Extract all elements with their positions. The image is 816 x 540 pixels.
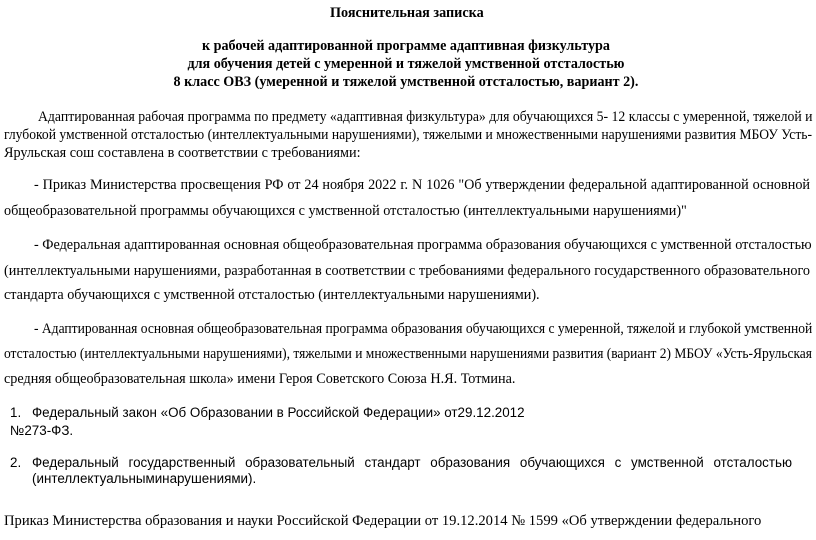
- intro-line: Адаптированная рабочая программа по предмету «адаптивная физкультура» для обучающихся 5- 12 классы с умеренной, тяжелой и: [38, 109, 813, 125]
- bullet-line: (интеллектуальными нарушениями, разработанная в соответствии с требованиями федерального государственного образовательного: [4, 263, 810, 279]
- bullet-line: - Федеральная адаптированная основная общеобразовательная программа образования обучающихся с умственной отсталостью: [34, 237, 812, 253]
- bullet-line: средняя общеобразовательная школа» имени Героя Советского Союза Н.Я. Тотмина.: [4, 371, 516, 387]
- list-number: 1.: [10, 405, 22, 420]
- intro-line: Ярульская сош составлена в соответствии с требованиями:: [4, 145, 361, 161]
- subtitle-line: к рабочей адаптированной программе адаптивная физкультура: [201, 38, 610, 54]
- bullet-line: общеобразовательной программы обучающихся с умственной отсталостью (интеллектуальными нарушениями)": [4, 203, 687, 219]
- numbered-item-line: №273-ФЗ.: [10, 423, 74, 438]
- document-title: Пояснительная записка: [330, 5, 484, 21]
- intro-line: глубокой умственной отсталостью (интеллектуальными нарушениями), тяжелыми и множественными нарушениями развития МБОУ Усть-: [4, 127, 812, 143]
- numbered-item-line: (интеллектуальныминарушениями).: [32, 471, 257, 486]
- subtitle-line: для обучения детей с умеренной и тяжелой умственной отсталостью: [187, 56, 625, 72]
- numbered-item-line: Федеральный государственный образовательный стандарт образования обучающихся с умственной отсталостью: [32, 455, 792, 470]
- list-number: 2.: [10, 455, 22, 470]
- numbered-item-line: Федеральный закон «Об Образовании в Российской Федерации» от29.12.2012: [32, 405, 525, 420]
- subtitle-line: 8 класс ОВЗ (умеренной и тяжелой умственной отсталостью, вариант 2).: [173, 74, 639, 90]
- bullet-line: - Приказ Министерства просвещения РФ от 24 ноября 2022 г. N 1026 "Об утверждении федеральной адаптированной основной: [34, 177, 810, 193]
- footer-line: Приказ Министерства образования и науки Российской Федерации от 19.12.2014 № 1599 «Об утверждении федерального: [4, 513, 762, 529]
- bullet-line: отсталостью (интеллектуальными нарушениями), тяжелыми и множественными нарушениями развития (вариант 2) МБОУ «Усть-Ярульская: [4, 346, 812, 362]
- bullet-line: - Адаптированная основная общеобразовательная программа образования обучающихся с умеренной, тяжелой и глубокой умственной: [34, 321, 813, 337]
- bullet-line: стандарта обучающихся с умственной отсталостью (интеллектуальными нарушениями).: [4, 287, 540, 303]
